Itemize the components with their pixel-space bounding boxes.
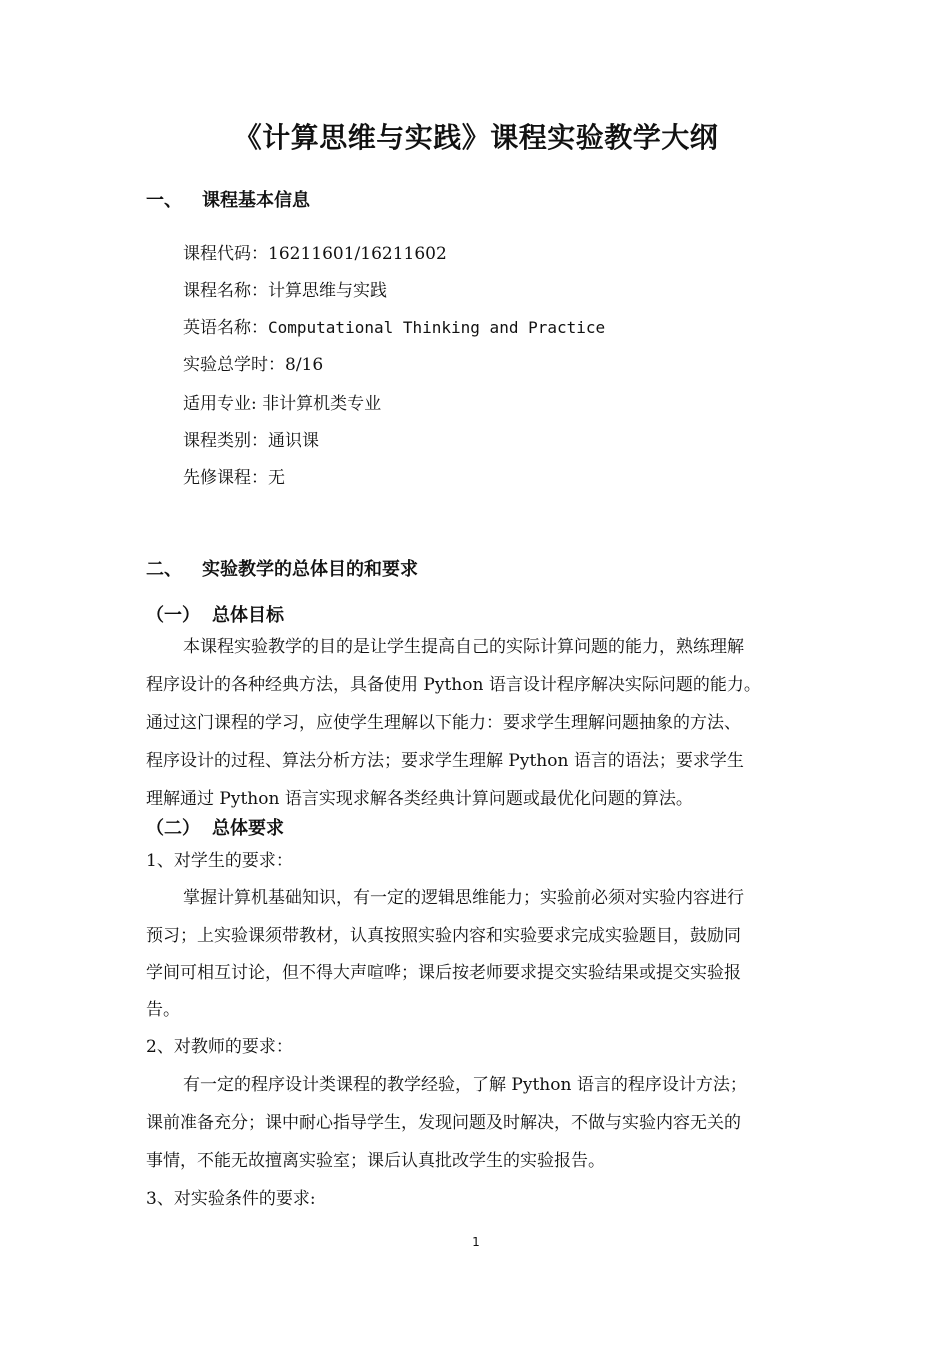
subsection-heading-overall-requirements: [146, 816, 284, 842]
subsection-title: 总体目标: [212, 605, 284, 626]
requirement-title-students: 1、对学生的要求：: [146, 851, 293, 871]
field-value: 非计算机类专业: [262, 394, 382, 414]
field-value: Computational Thinking and Practice: [268, 318, 606, 337]
info-total-hours: [183, 352, 323, 378]
paragraph-line: 学间可相互讨论，但不得大声喧哗；课后按老师要求提交实验结果或提交实验报: [146, 963, 741, 983]
requirement-title-lab-conditions: 3、对实验条件的要求:: [146, 1189, 316, 1209]
section-number: 二、: [146, 559, 182, 580]
paragraph-line: 课前准备充分；课中耐心指导学生，发现问题及时解决，不做与实验内容无关的: [146, 1113, 741, 1133]
paragraph-line: 通过这门课程的学习，应使学生理解以下能力：要求学生理解问题抽象的方法、: [146, 713, 741, 733]
section-heading-basic-info: [146, 188, 310, 214]
info-course-code: [183, 241, 447, 267]
field-label: 课程名称：: [183, 281, 268, 301]
paragraph-line: 本课程实验教学的目的是让学生提高自己的实际计算问题的能力，熟练理解: [183, 637, 744, 657]
subsection-number: （二）: [146, 818, 200, 839]
section-title: 实验教学的总体目的和要求: [202, 559, 418, 580]
field-value: 16211601/16211602: [268, 244, 447, 264]
paragraph-line: 程序设计的过程、算法分析方法；要求学生理解 Python 语言的语法；要求学生: [146, 751, 744, 771]
document-title: 《计算思维与实践》课程实验教学大纲: [233, 121, 719, 154]
paragraph-line: 掌握计算机基础知识，有一定的逻辑思维能力；实验前必须对实验内容进行: [183, 888, 744, 908]
field-label: 课程代码：: [183, 244, 268, 264]
field-label: 课程类别：: [183, 431, 268, 451]
page-number: 1: [472, 1235, 480, 1249]
requirement-title-teachers: 2、对教师的要求：: [146, 1037, 293, 1057]
paragraph-line: 有一定的程序设计类课程的教学经验，了解 Python 语言的程序设计方法；: [183, 1075, 747, 1095]
paragraph-line: 程序设计的各种经典方法，具备使用 Python 语言设计程序解决实际问题的能力。: [146, 675, 761, 695]
info-course-category: [183, 428, 319, 454]
field-label: 适用专业:: [183, 394, 263, 414]
field-value: 通识课: [268, 431, 319, 451]
field-value: 无: [268, 468, 285, 488]
paragraph-line: 告。: [146, 1000, 180, 1020]
subsection-number: （一）: [146, 605, 200, 626]
field-label: 英语名称：: [183, 318, 268, 338]
field-value: 计算思维与实践: [268, 281, 387, 301]
field-label: 先修课程：: [183, 468, 268, 488]
info-english-name: [183, 315, 605, 341]
info-prerequisite: [183, 465, 285, 491]
paragraph-line: 事情，不能无故擅离实验室；课后认真批改学生的实验报告。: [146, 1151, 605, 1171]
paragraph-line: 预习；上实验课须带教材，认真按照实验内容和实验要求完成实验题目，鼓励同: [146, 926, 741, 946]
info-course-name: [183, 278, 387, 304]
paragraph-line: 理解通过 Python 语言实现求解各类经典计算问题或最优化问题的算法。: [146, 789, 693, 809]
subsection-title: 总体要求: [212, 818, 284, 839]
field-value: 8/16: [285, 355, 324, 375]
section-heading-objectives: [146, 557, 418, 583]
subsection-heading-overall-goal: [146, 603, 284, 629]
section-number: 一、: [146, 190, 182, 211]
info-applicable-major: [183, 391, 381, 417]
section-title: 课程基本信息: [202, 190, 310, 211]
field-label: 实验总学时：: [183, 355, 285, 375]
